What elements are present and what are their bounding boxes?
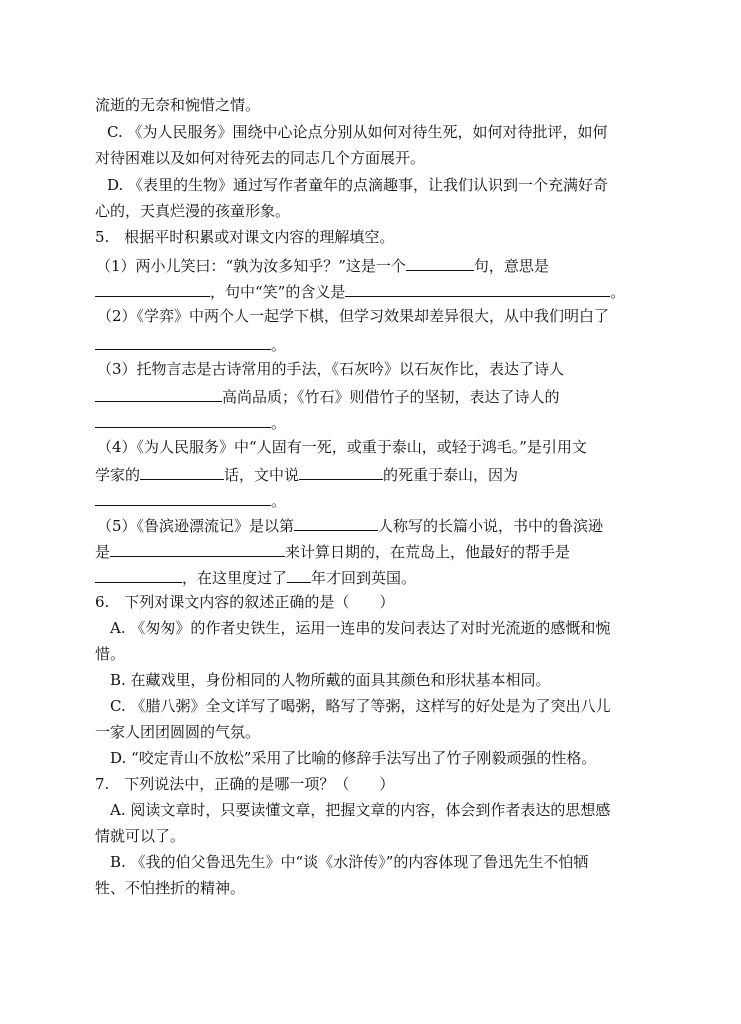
q5-item1-text-c: ，句中“笑”的含义是 bbox=[210, 283, 346, 301]
q5-item3-line3 bbox=[95, 411, 655, 431]
q6-option-b: B. 在藏戏里，身份相同的人物所戴的面具其颜色和形状基本相同。 bbox=[110, 671, 551, 689]
q7-stem: 7. 下列说法中，正确的是哪一项？（ ） bbox=[95, 775, 395, 793]
q6-option-a-line2: 惜。 bbox=[95, 645, 126, 663]
q7-option-b-line1: B. 《我的伯父鲁迅先生》中“谈《水浒传》”的内容体现了鲁迅先生不怕牺 bbox=[110, 853, 589, 871]
q5-item4-line1: （4）《为人民服务》中“人固有一死，或重于泰山，或轻于鸿毛。”是引用文 bbox=[97, 438, 587, 456]
q5-blank-2[interactable] bbox=[95, 280, 210, 297]
q5-blank-8[interactable] bbox=[299, 463, 383, 480]
q5-item4-line2 bbox=[95, 463, 655, 483]
q4-option-c-line1: C. 《为人民服务》围绕中心论点分别从如何对待生死，如何对待批评，如何 bbox=[107, 123, 608, 141]
q5-item4-line3 bbox=[95, 489, 655, 509]
q4-option-b-end: 流逝的无奈和惋惜之情。 bbox=[95, 96, 261, 114]
q7-option-a-line1: A. 阅读文章时，只要读懂文章，把握文章的内容，体会到作者表达的思想感 bbox=[110, 801, 611, 819]
q5-blank-6[interactable] bbox=[95, 411, 271, 428]
q5-blank-9[interactable] bbox=[95, 489, 271, 506]
q5-item5-text-c: 是 bbox=[95, 543, 111, 561]
q6-option-d: D. “咬定青山不放松”采用了比喻的修辞手法写出了竹子刚毅顽强的性格。 bbox=[110, 749, 597, 767]
q4-option-d-line1: D. 《表里的生物》通过写作者童年的点滴趣事，让我们认识到一个充满好奇 bbox=[107, 176, 609, 194]
q5-item3-line2 bbox=[95, 385, 655, 405]
q5-blank-1[interactable] bbox=[406, 254, 474, 271]
q5-item2-line1: （2）《学弈》中两个人一起学下棋，但学习效果却差异很大，从中我们明白了 bbox=[97, 307, 610, 325]
q5-item4-text-e: 。 bbox=[271, 492, 287, 510]
q5-blank-11[interactable] bbox=[110, 540, 285, 557]
q5-blank-3[interactable] bbox=[345, 280, 610, 297]
q5-item3-text-c: 。 bbox=[271, 414, 287, 432]
q5-item1-text-d: 。 bbox=[610, 283, 626, 301]
q5-item5-text-d: 来计算日期的，在荒岛上，他最好的帮手是 bbox=[285, 543, 571, 561]
q5-item5-text-b: 人称写的长篇小说，书中的鲁滨逊 bbox=[378, 517, 604, 535]
q4-option-c-line2: 对待困难以及如何对待死去的同志几个方面展开。 bbox=[95, 149, 426, 167]
q7-option-a-line2: 情就可以了。 bbox=[95, 827, 186, 845]
q5-blank-4[interactable] bbox=[95, 333, 271, 350]
q5-stem: 5. 根据平时积累或对课文内容的理解填空。 bbox=[95, 228, 395, 246]
q5-item2-text-b: 。 bbox=[271, 336, 287, 354]
q5-item5-text-e: ，在这里度过了 bbox=[182, 569, 288, 587]
q5-item1-text-b: 句，意思是 bbox=[473, 257, 549, 275]
q5-item5-text-a: （5）《鲁滨逊漂流记》是以第 bbox=[97, 517, 295, 535]
q6-stem: 6. 下列对课文内容的叙述正确的是（ ） bbox=[95, 593, 395, 611]
q5-blank-7[interactable] bbox=[140, 463, 224, 480]
q5-item1-line2 bbox=[95, 280, 655, 300]
q5-item4-text-c: 话，文中说 bbox=[224, 466, 300, 484]
q5-item5-line3 bbox=[95, 566, 655, 586]
q6-option-c-line2: 一家人团团圆圆的气氛。 bbox=[95, 723, 261, 741]
q5-blank-13[interactable] bbox=[287, 566, 311, 583]
q6-option-a-line1: A. 《匆匆》的作者史铁生，运用一连串的发问表达了对时光流逝的感慨和惋 bbox=[110, 619, 611, 637]
q5-blank-12[interactable] bbox=[95, 566, 182, 583]
q5-blank-10[interactable] bbox=[294, 514, 378, 531]
q5-item5-text-f: 年才回到英国。 bbox=[311, 569, 417, 587]
q6-option-c-line1: C. 《腊八粥》全文详写了喝粥，略写了等粥，这样写的好处是为了突出八儿 bbox=[110, 697, 611, 715]
q5-item1-line1 bbox=[96, 254, 656, 274]
q4-option-d-line2: 心的，天真烂漫的孩童形象。 bbox=[95, 202, 291, 220]
q5-item5-line2 bbox=[95, 540, 655, 560]
q5-item4-text-d: 的死重于泰山，因为 bbox=[383, 466, 519, 484]
q5-item3-line1: （3）托物言志是古诗常用的手法，《石灰吟》以石灰作比，表达了诗人 bbox=[97, 360, 565, 378]
q5-item5-line1 bbox=[97, 514, 657, 534]
q7-option-b-line2: 牲、不怕挫折的精神。 bbox=[95, 879, 246, 897]
q5-item2-line2 bbox=[95, 333, 655, 353]
q5-item1-text-a: （1）两小儿笑曰：“孰为汝多知乎？”这是一个 bbox=[96, 257, 406, 275]
q5-blank-5[interactable] bbox=[95, 385, 222, 402]
q5-item3-text-b: 高尚品质；《竹石》则借竹子的坚韧，表达了诗人的 bbox=[222, 388, 560, 406]
q5-item4-text-b: 学家的 bbox=[95, 466, 141, 484]
